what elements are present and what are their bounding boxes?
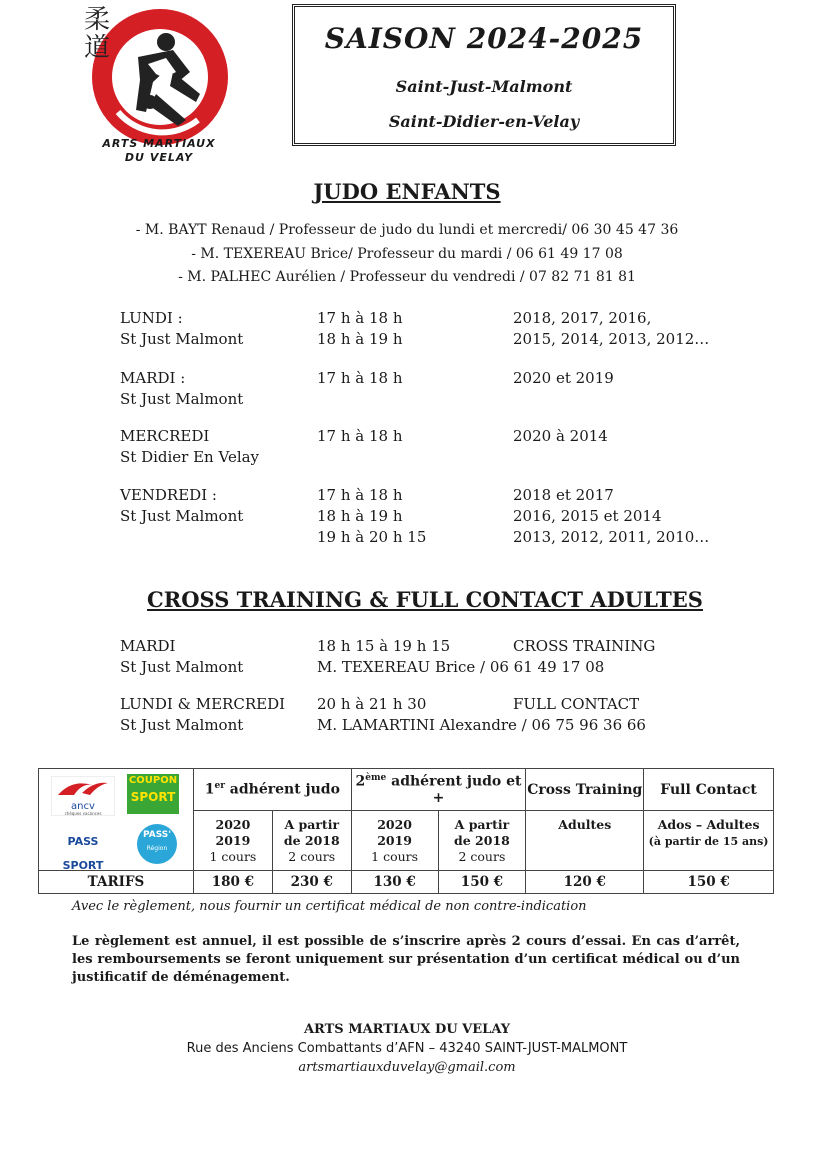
schedule-years: 2020 à 2014 <box>513 427 608 445</box>
sub-courses: 1 cours <box>209 848 257 864</box>
adult-time: 18 h 15 à 19 h 15 <box>317 637 451 655</box>
schedule-time: 17 h à 18 h <box>317 309 403 327</box>
teacher-line: - M. TEXEREAU Brice/ Professeur du mardi / 06 61 49 17 08 <box>191 246 623 262</box>
adult-day: LUNDI & MERCREDI <box>120 695 286 713</box>
sub-year1: 2020 <box>377 816 412 832</box>
schedule-years: 2020 et 2019 <box>513 369 614 387</box>
tariff-table <box>38 768 774 894</box>
sub-courses: 2 cours <box>288 848 336 864</box>
full-contact-header: Full Contact <box>644 769 774 811</box>
schedule-time: 17 h à 18 h <box>317 369 403 387</box>
schedule-years: 2018 et 2017 <box>513 486 614 504</box>
pass-region-subtext: Région <box>146 844 168 852</box>
sub-header-2020-2019 <box>193 811 272 871</box>
sub-year2: 2019 <box>215 832 251 848</box>
schedule-time: 17 h à 18 h <box>317 427 403 445</box>
price-cell: 230 € <box>272 871 351 894</box>
sub-from-line1: A partir <box>284 816 340 832</box>
schedule-place: St Just Malmont <box>120 390 244 408</box>
schedule-day: MARDI : <box>120 369 186 387</box>
sub-courses: 1 cours <box>371 848 419 864</box>
logo-name-line1: ARTS MARTIAUX <box>102 137 216 150</box>
payment-paragraph: Le règlement est annuel, il est possible de s’inscrire après 2 cours d’essai. En cas d’arrêt, les remboursements se feront uniquement sur présentation d’un certificat médical ou d’un justificatif de déménagement. <box>72 934 740 985</box>
price-cell: 130 € <box>351 871 438 894</box>
sub-header-from-2018 <box>438 811 526 871</box>
sub-courses: 2 cours <box>458 848 506 864</box>
teacher-line: - M. PALHEC Aurélien / Professeur du vendredi / 07 82 71 81 81 <box>178 269 636 285</box>
adult-place: St Just Malmont <box>120 716 244 734</box>
pass-region-logo <box>137 824 177 864</box>
sub-header-from-2018 <box>272 811 351 871</box>
sub-year1: 2020 <box>215 816 251 832</box>
schedule-place: St Didier En Velay <box>120 448 260 466</box>
schedule-place: St Just Malmont <box>120 330 244 348</box>
pass-sport-logo <box>47 830 119 872</box>
first-member-suffix: adhérent judo <box>224 781 340 798</box>
second-member-sup: ème <box>365 773 387 784</box>
schedule-time: 19 h à 20 h 15 <box>317 528 427 546</box>
schedule-day: MERCREDI <box>120 427 210 445</box>
schedule-years: 2013, 2012, 2011, 2010… <box>513 528 710 546</box>
judo-section-title: JUDO ENFANTS <box>313 179 501 204</box>
sub-from-line2: de 2018 <box>283 832 340 848</box>
first-member-prefix: 1 <box>204 781 215 798</box>
sub-from-line1: A partir <box>454 816 510 832</box>
logo-kanji: 柔道 <box>84 5 111 63</box>
ados-label: Ados – Adultes <box>657 817 760 832</box>
schedule-time: 18 h à 19 h <box>317 507 403 525</box>
adult-teacher: M. LAMARTINI Alexandre / 06 75 96 36 66 <box>317 716 646 734</box>
sub-header-2020-2019 <box>351 811 438 871</box>
second-member-header <box>351 769 526 811</box>
logo-name-line2: DU VELAY <box>124 151 194 164</box>
schedule-time: 17 h à 18 h <box>317 486 403 504</box>
price-cell: 150 € <box>644 871 774 894</box>
tariffs-row-label: TARIFS <box>39 871 194 894</box>
second-member-prefix: 2 <box>355 773 366 790</box>
adult-time: 20 h à 21 h 30 <box>317 695 427 713</box>
logo-name <box>74 137 244 165</box>
first-member-header <box>193 769 351 811</box>
footer-address: Rue des Anciens Combattants d’AFN – 43240 SAINT-JUST-MALMONT <box>186 1041 628 1056</box>
schedule-years: 2016, 2015 et 2014 <box>513 507 662 525</box>
first-member-sup: er <box>214 781 225 792</box>
adults-section-title: CROSS TRAINING & FULL CONTACT ADULTES <box>147 587 703 612</box>
schedule-place: St Just Malmont <box>120 507 244 525</box>
ancv-logo <box>51 776 115 816</box>
schedule-day: VENDREDI : <box>120 486 217 504</box>
season-header-box <box>292 4 676 146</box>
price-cell: 180 € <box>193 871 272 894</box>
teacher-line: - M. BAYT Renaud / Professeur de judo du lundi et mercredi/ 06 30 45 47 36 <box>135 222 679 238</box>
price-cell: 120 € <box>526 871 644 894</box>
footer-email[interactable]: artsmartiauxduvelay@gmail.com <box>298 1060 516 1075</box>
second-member-suffix: adhérent judo et + <box>386 773 522 806</box>
partner-logos-cell <box>39 769 194 871</box>
price-cell: 150 € <box>438 871 526 894</box>
adult-activity: CROSS TRAINING <box>513 637 656 655</box>
cross-training-header: Cross Training <box>526 769 644 811</box>
pass-sport-text: PASS SPORT <box>62 834 104 872</box>
sub-header-adultes <box>526 811 644 871</box>
location-2: Saint-Didier-en-Velay <box>388 112 580 131</box>
coupon-sport-logo <box>127 774 179 814</box>
partner-logos <box>39 770 191 870</box>
schedule-years: 2018, 2017, 2016, <box>513 309 652 327</box>
adult-place: St Just Malmont <box>120 658 244 676</box>
ancv-text: ancv <box>71 800 95 812</box>
schedule-day: LUNDI : <box>120 309 183 327</box>
adult-day: MARDI <box>120 637 176 655</box>
sub-header-ados <box>644 811 774 871</box>
pass-region-text: PASS' <box>142 829 172 840</box>
coupon-text: COUPON <box>128 774 178 786</box>
schedule-time: 18 h à 19 h <box>317 330 403 348</box>
schedule-years: 2015, 2014, 2013, 2012… <box>513 330 710 348</box>
adult-teacher: M. TEXEREAU Brice / 06 61 49 17 08 <box>317 658 605 676</box>
sport-text: SPORT <box>130 789 176 804</box>
sub-year2: 2019 <box>377 832 412 848</box>
sub-from-line2: de 2018 <box>454 832 510 848</box>
adultes-label: Adultes <box>558 817 612 832</box>
location-1: Saint-Just-Malmont <box>395 77 573 96</box>
ancv-subtext: chèques vacances <box>64 810 102 816</box>
ancv-bird-icon <box>52 777 114 799</box>
season-title: SAISON 2024-2025 <box>324 22 644 55</box>
adult-activity: FULL CONTACT <box>513 695 640 713</box>
ados-note: (à partir de 15 ans) <box>648 835 769 848</box>
footer-org: ARTS MARTIAUX DU VELAY <box>303 1022 511 1037</box>
certificate-note: Avec le règlement, nous fournir un certificat médical de non contre-indication <box>72 899 587 914</box>
